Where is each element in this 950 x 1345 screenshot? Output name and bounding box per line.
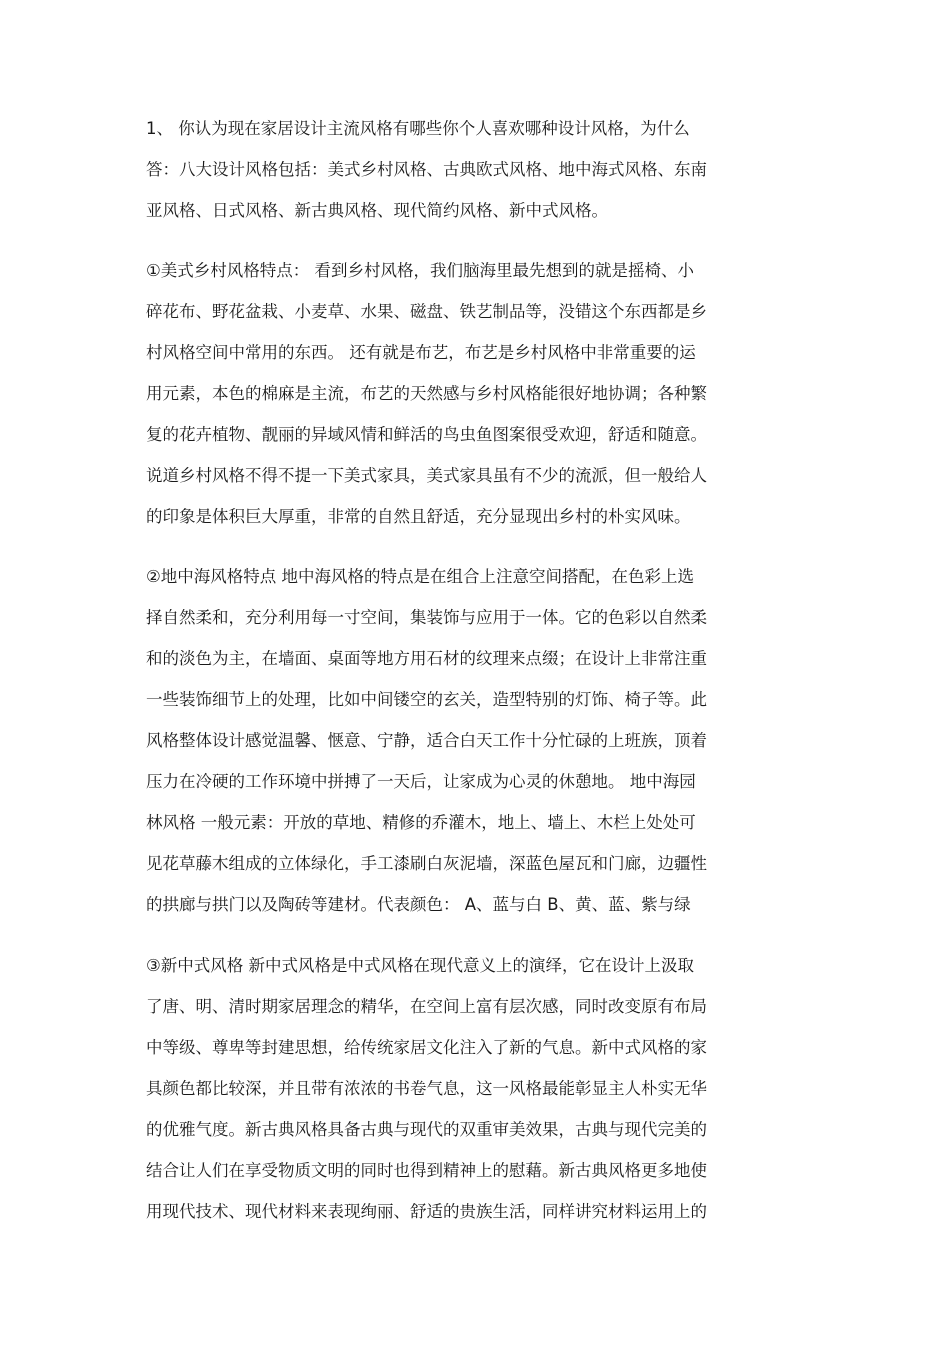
paragraph-line: 结合让人们在享受物质文明的同时也得到精神上的慰藉。新古典风格更多地使 xyxy=(146,1161,707,1180)
american-country-style-paragraph xyxy=(146,250,826,537)
paragraph-line: 见花草藤木组成的立体绿化，手工漆刷白灰泥墙，深蓝色屋瓦和门廊，边疆性 xyxy=(146,854,707,873)
paragraph-line: 风格整体设计感觉温馨、惬意、宁静，适合白天工作十分忙碌的上班族，顶着 xyxy=(146,731,707,750)
answer-line: 亚风格、日式风格、新古典风格、现代简约风格、新中式风格。 xyxy=(146,201,608,220)
new-chinese-style-paragraph xyxy=(146,945,826,1232)
paragraph-line: ③新中式风格 新中式风格是中式风格在现代意义上的演绎，它在设计上汲取 xyxy=(146,956,695,975)
paragraph-line: 择自然柔和，充分利用每一寸空间，集装饰与应用于一体。它的色彩以自然柔 xyxy=(146,608,707,627)
paragraph-line: 和的淡色为主，在墙面、桌面等地方用石材的纹理来点缀；在设计上非常注重 xyxy=(146,649,707,668)
paragraph-line: 碎花布、野花盆栽、小麦草、水果、磁盘、铁艺制品等，没错这个东西都是乡 xyxy=(146,302,707,321)
paragraph-line: 的优雅气度。新古典风格具备古典与现代的双重审美效果，古典与现代完美的 xyxy=(146,1120,707,1139)
paragraph-line: 说道乡村风格不得不提一下美式家具，美式家具虽有不少的流派，但一般给人 xyxy=(146,466,707,485)
paragraph-line: 村风格空间中常用的东西。 还有就是布艺，布艺是乡村风格中非常重要的运 xyxy=(146,343,696,362)
paragraph-line: 压力在冷硬的工作环境中拼搏了一天后，让家成为心灵的休憩地。 地中海园 xyxy=(146,772,696,791)
paragraph-line: 的拱廊与拱门以及陶砖等建材。代表颜色： A、蓝与白 B、黄、蓝、紫与绿 xyxy=(146,895,691,914)
paragraph-line: 用现代技术、现代材料来表现绚丽、舒适的贵族生活，同样讲究材料运用上的 xyxy=(146,1202,707,1221)
paragraph-line: ②地中海风格特点 地中海风格的特点是在组合上注意空间搭配，在色彩上选 xyxy=(146,567,695,586)
paragraph-line: 林风格 一般元素：开放的草地、精修的乔灌木，地上、墙上、木栏上处处可 xyxy=(146,813,696,832)
paragraph-line: 用元素，本色的棉麻是主流，布艺的天然感与乡村风格能很好地协调；各种繁 xyxy=(146,384,707,403)
paragraph-line: 具颜色都比较深，并且带有浓浓的书卷气息，这一风格最能彰显主人朴实无华 xyxy=(146,1079,707,1098)
paragraph-line: 一些装饰细节上的处理，比如中间镂空的玄关，造型特别的灯饰、椅子等。此 xyxy=(146,690,707,709)
question-block xyxy=(146,108,826,231)
paragraph-line: 的印象是体积巨大厚重，非常的自然且舒适，充分显现出乡村的朴实风味。 xyxy=(146,507,691,526)
paragraph-line: 中等级、尊卑等封建思想，给传统家居文化注入了新的气息。新中式风格的家 xyxy=(146,1038,707,1057)
mediterranean-style-paragraph xyxy=(146,556,826,925)
paragraph-line: ①美式乡村风格特点： 看到乡村风格，我们脑海里最先想到的就是摇椅、小 xyxy=(146,261,695,280)
paragraph-line: 了唐、明、清时期家居理念的精华，在空间上富有层次感，同时改变原有布局 xyxy=(146,997,707,1016)
answer-line: 答：八大设计风格包括：美式乡村风格、古典欧式风格、地中海式风格、东南 xyxy=(146,160,707,179)
question-line: 1、 你认为现在家居设计主流风格有哪些你个人喜欢哪种设计风格，为什么 xyxy=(146,119,690,138)
paragraph-line: 复的花卉植物、靓丽的异域风情和鲜活的鸟虫鱼图案很受欢迎，舒适和随意。 xyxy=(146,425,707,444)
